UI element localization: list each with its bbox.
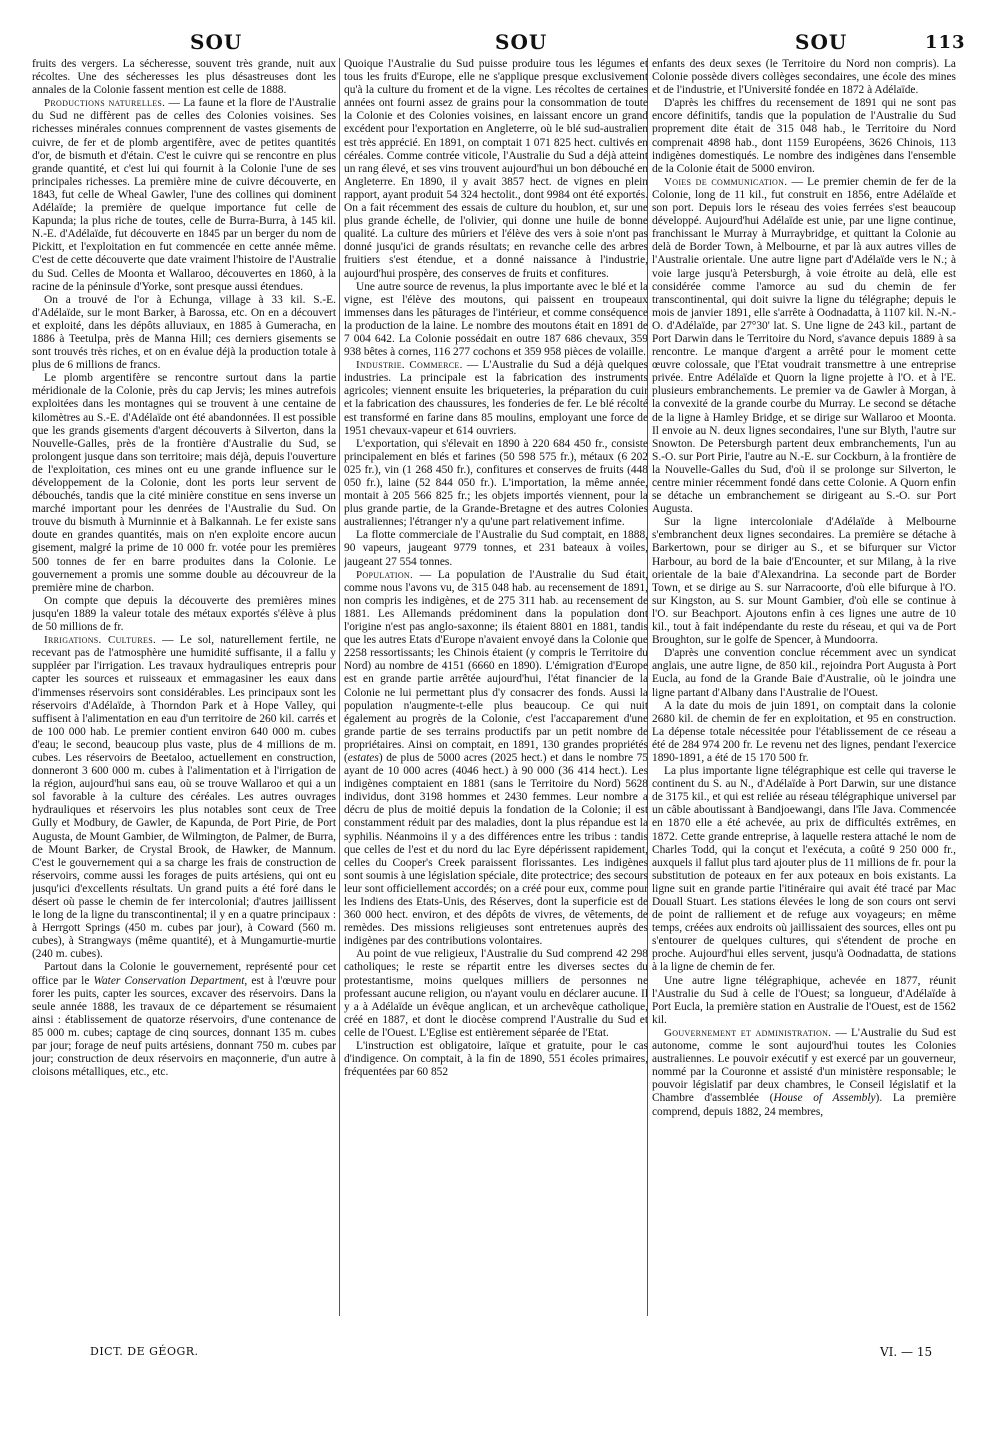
paragraph: Voies de communication. — Le premier chemin de fer de la Colonie, long de 11 kil., fut construit en 1856, entre Adélaïde et son port. Depuis lors le réseau des voies ferrées s'est beaucoup développé. Aujourd'hui Adélaïde est unie, par une ligne continue, franchissant le Murray à Murraybridge, et quittant la Colonie au delà de Border Town, à Melbourne, et par là aux autres villes de l'Australie orientale. Une autre ligne part d'Adélaïde vers le N.; à voie large jusqu'à Petersburgh, à voie étroite au delà, elle est considérée comme l'amorce au sud du chemin de fer transcontinental, qui doit suivre la ligne du télégraphe; depuis le mois de janvier 1891, elle s'arrête à Oodnadatta, à 1107 kil. N.-N.-O. d'Adélaïde, par 27°30' lat. S. Une ligne de 243 kil., partant de Port Darwin dans le Territoire du Nord, s'avance depuis 1889 à sa rencontre. Le manque d'argent a arrêté pour le moment cette œuvre colossale, que l'Etat voudrait transmettre à une entreprise privée. Entre Adélaïde et Quorn la ligne projette à l'O. et à l'E. plusieurs embranchements. Le premier va de Gawler à Morgan, à la convexité de la grande courbe du Murray. Le second se détache de la ligne à Hamley Bridge, et se dirige sur Wallaroo et Moonta. Il envoie au N. deux lignes secondaires, l'une sur Blyth, l'autre sur Snowton. De Petersburgh partent deux embranchements, l'un au S.-O. sur Port Pirie, l'autre au N.-E. sur Cockburn, à la frontière de la Nouvelle-Galles du Sud, d'où il se prolonge sur Silverton, le centre minier récemment fondé dans cette Colonie. A Quorn enfin se détache un embranchement se dirigeant au S.-O. sur Port Augusta. (652, 175, 956, 516)
paragraph: Population. — La population de l'Australie du Sud était, comme nous l'avons vu, de 315 048 hab. au recensement de 1891, non compris les indigènes, et de 275 311 hab. au recensement de 1881. Les Allemands prédominent dans la population dont l'origine n'est pas anglo-saxonne; ils étaient 8801 en 1881, tandis que les autres Etats d'Europe n'avaient envoyé dans la Colonie que 2258 ressortissants; les Chinois étaient (y compris le Territoire du Nord) au nombre de 4151 (6660 en 1890). L'émigration d'Europe est en grande partie arrêtée aujourd'hui, l'état financier de la Colonie ne lui permettant plus d'y consacrer des fonds. Aussi la population n'augmente-t-elle plus beaucoup. Ce qui nuit également au progrès de la Colonie, c'est l'accaparement d'une grande partie de ses terrains productifs par un petit nombre de propriétaires. Ainsi on comptait, en 1891, 130 grandes propriétés (estates) de plus de 5000 acres (2025 hect.) et dans le nombre 75 ayant de 10 000 acres (4046 hect.) à 90 000 (36 414 hect.). Les indigènes comptaient en 1881 (sans le Territoire du Nord) 5628 individus, dont 3198 hommes et 2430 femmes. Leur nombre a décru de plus de moitié depuis la fondation de la Colonie; il est constamment réduit par des maladies, dont la plus répandue est la syphilis. Néanmoins il y a des différences entre les tribus : tandis que celles de l'est et du nord du lac Eyre dépérissent rapidement, celles du Cooper's Creek paraissent florissantes. Les indigènes sont soumis à une législation spéciale, dite protectrice; des secours leur sont officiellement accordés; on a créé pour eux, comme pour les Indiens des Etats-Unis, des Réserves, dont la superficie est de 360 000 hect. environ, et des dépôts de vivres, de vêtements, de remèdes. Des missions religieuses sont entretenues auprès des indigènes par des contributions volontaires. (344, 568, 648, 948)
paragraph: Productions naturelles. — La faune et la flore de l'Australie du Sud ne diffèrent pas de celles des Colonies voisines. Ses richesses minérales connues comprennent de vastes gisements de cuivre, de fer et de plomb argentifère, avec de petites quantités d'or, de bismuth et d'étain. C'est le cuivre qui se rencontre en plus grande quantité, et c'est lui qui fournit à la Colonie l'une de ses principales richesses. La première mine de cuivre découverte, en 1843, fut celle de Wheal Gawler, l'une des collines qui dominent Adélaïde; la première de quelque importance fut celle de Kapunda; la plus riche de toutes, celle de Burra-Burra, à 145 kil. N.-E. d'Adélaïde, fut découverte en 1845 par un berger du nom de Pickitt, et l'exploitation en fut commencée en cette année même. C'est de cette découverte que date vraiment l'histoire de l'Australie du Sud. Celles de Moonta et Wallaroo, découvertes en 1860, à la racine de la péninsule d'Yorke, sont presque aussi étendues. (32, 97, 336, 293)
paragraph: Le plomb argentifère se rencontre surtout dans la partie méridionale de la Colonie, près du cap Jervis; les mines autrefois exploitées dans les montagnes qui se trouvent à une centaine de kilomètres au S.-E. d'Adélaïde ont été abandonnées. Il est possible que les grands gisements d'argent découverts à Silverton, dans la Nouvelle-Galles, près de la frontière d'Australie du Sud, se prolongent jusque dans son territoire; mais déjà, depuis l'ouverture de l'exploitation, ces mines ont eu une grande influence sur le développement de la Colonie, dont les ports leur servent de débouchés, tandis que la cité minière constitue en sens inverse un marché important pour les denrées de l'Australie du Sud. On trouve du bismuth à Murninnie et à Balkannah. Le fer existe sans doute en grandes quantités, mais on n'en exploite encore aucun gisement, malgré la prime de 10 000 fr. votée pour les premières 500 tonnes de fer en barre produites dans la Colonie. Le gouvernement a promis une somme double au découvreur de la première mine de charbon. (32, 372, 336, 594)
footer-volume-sheet: VI. — 15 (880, 1345, 933, 1359)
running-head-left: SOU (190, 30, 243, 54)
paragraph: fruits des vergers. La sécheresse, souvent très grande, nuit aux récoltes. Une des sécheresses les plus désastreuses dont les annales de la Colonie fassent mention est celle de 1888. (32, 58, 336, 97)
italic-term: House of Assembly (773, 1092, 876, 1105)
paragraph: Sur la ligne intercoloniale d'Adélaïde à Melbourne s'embranchent deux lignes secondaires. La première se détache à Barkertown, pour se diriger au S., et se bifurquer sur Victor Harbour, au bord de la baie d'Encounter, et sur Milang, à la rive orientale de la baie d'Alexandrina. La seconde part de Border Town, et se dirige au S. sur Narracoorte, d'où elle bifurque à l'O. sur Kingston, au S. sur Mount Gambier, d'où elle se continue à l'O. sur Beachport. Ajoutons enfin à ces lignes une autre de 10 kil., tout à fait indépendante du reste du réseau, et qui va de Port Broughton, sur le golfe de Spencer, à Mundoorra. (652, 516, 956, 647)
running-head-right: SOU (795, 30, 848, 54)
paragraph: Partout dans la Colonie le gouvernement, représenté pour cet office par le Water Conservation Department, est à l'œuvre pour forer les puits, capter les sources, excaver des réservoirs. Dans la seule année 1888, les travaux de ce département se résumaient ainsi : établissement de quatorze réservoirs, d'une contenance de 85 000 m. cubes; captage de cinq sources, donnant 135 m. cubes par jour; forage de neuf puits artésiens, donnant 750 m. cubes par jour; construction de deux réservoirs en maçonnerie, d'un autre à cloisons métalliques, etc., etc. (32, 961, 336, 1079)
paragraph: On compte que depuis la découverte des premières mines jusqu'en 1889 la valeur totale des métaux exportés s'élève à plus de 50 millions de fr. (32, 594, 336, 634)
running-head-center: SOU (495, 30, 548, 54)
footer-signature: DICT. DE GÉOGR. (90, 1345, 199, 1358)
paragraph: La flotte commerciale de l'Australie du Sud comptait, en 1888, 90 vapeurs, jaugeant 9779 tonnes, et 231 bateaux à voiles, jaugeant 27 554 tonnes. (344, 529, 648, 568)
paragraph: enfants des deux sexes (le Territoire du Nord non compris). La Colonie possède divers collèges secondaires, une école des mines et de l'industrie, et l'Université fondée en 1872 à Adélaïde. (652, 58, 956, 97)
section-heading: Voies de communication. (664, 175, 788, 188)
text-column-2 (344, 58, 648, 1316)
section-heading: Irrigations. Cultures. (44, 634, 156, 647)
paragraph: Gouvernement et administration. — L'Australie du Sud est autonome, comme le sont aujourd'hui toutes les Colonies australiennes. Le pouvoir exécutif y est exercé par un gouverneur, nommé par la Couronne et assisté d'un ministère responsable; le pouvoir législatif par deux chambres, le Conseil législatif et la Chambre d'assemblée (House of Assembly). La première comprend, depuis 1882, 24 membres, (652, 1026, 956, 1118)
paragraph: Une autre source de revenus, la plus importante avec le blé et la vigne, est l'élève des moutons, qui paissent en troupeaux immenses dans les pâturages de l'intérieur, et comme conséquence la production de la laine. Le nombre des moutons était en 1891 de 7 004 642. La Colonie possédait en outre 187 686 chevaux, 359 938 bêtes à cornes, 116 277 cochons et 359 958 pièces de volaille. (344, 280, 648, 359)
paragraph: On a trouvé de l'or à Echunga, village à 33 kil. S.-E. d'Adélaïde, sur le mont Barker, à Barossa, etc. On en a découvert et exploité, dans les dépôts alluviaux, en 1885 à Gumeracha, en 1886 à Teetulpa, près de Manna Hill; ces derniers gisements se sont trouvés très riches, et on en évalue déjà la production totale à plus de 6 millions de francs. (32, 293, 336, 372)
text-column-1 (32, 58, 336, 1316)
section-heading: Population. (356, 568, 414, 581)
paragraph: Irrigations. Cultures. — Le sol, naturellement fertile, ne recevant pas de l'atmosphère une humidité suffisante, il a fallu y suppléer par l'irrigation. Les travaux hydrauliques entrepris pour capter les sources et ruisseaux et emmagasiner les eaux dans d'immenses réservoirs sont considérables. Les principaux sont les réservoirs d'Adélaïde, à Thorndon Park et à Hope Valley, qui suffisent à l'alimentation en eau d'un territoire de 260 kil. carrés et de 100 000 hab. Le premier contient environ 640 000 m. cubes d'eau; le second, beaucoup plus vaste, plus de 4 millions de m. cubes. Les réservoirs de Beetaloo, actuellement en construction, donneront 3 600 000 m. cubes à l'alimentation et à l'irrigation de la région, aujourd'hui sans eau, où se trouve Wallaroo et qui a un sol favorable à la culture des céréales. Les autres ouvrages hydrauliques et réservoirs les plus notables sont ceux de Tree Gully et Modbury, de Gawler, de Kapunda, de Port Pirie, de Port Augusta, de Mount Gambier, de Wilmington, de Palmer, de Burra, de Mount Barker, de Crystal Brook, de Hawker, de Mannum. C'est le gouvernement qui a sa charge les frais de construction de réservoirs, comme aussi les forages de puits artésiens, qui ont eu jusqu'ici d'excellents résultats. Un grand puits a été foré dans le désert où passe le chemin de fer intercolonial; d'autres jaillissent le long de la ligne du transcontinental; il y en a quatre principaux : à Herrgott Springs (450 m. cubes par jour), à Coward (560 m. cubes), à Strangways (même quantité), et à Mungamurtie-murtie (240 m. cubes). (32, 634, 336, 961)
italic-term: Water Conservation Department (93, 974, 245, 987)
section-heading: Productions naturelles. (44, 97, 166, 110)
paragraph: Industrie. Commerce. — L'Australie du Sud a déjà quelques industries. La principale est la fabrication des instruments agricoles; viennent ensuite les briqueteries, la préparation du cuir et la fabrication des chaussures, les fonderies de fer. Le blé récolté est transformé en farine dans 85 moulins, employant une force de 1951 chevaux-vapeur et 614 ouvriers. (344, 359, 648, 437)
paragraph: D'après une convention conclue récemment avec un syndicat anglais, une autre ligne, de 850 kil., rejoindra Port Augusta à Port Eucla, au fond de la Grande Baie d'Australie, où le joindra une ligne partant d'Albany dans l'Australie de l'Ouest. (652, 647, 956, 699)
page-number: 113 (925, 32, 966, 53)
paragraph: Au point de vue religieux, l'Australie du Sud comprend 42 298 catholiques; le reste se répartit entre les diverses sectes du protestantisme, moins quelques milliers de personnes ne professant aucune religion, ou n'ayant voulu en déclarer aucune. Il y a à Adélaïde un évêque anglican, et un archevêque catholique, créé en 1887, et dont le diocèse comprend l'Australie du Sud et celle de l'Ouest. L'Eglise est entièrement séparée de l'Etat. (344, 948, 648, 1039)
paragraph: D'après les chiffres du recensement de 1891 qui ne sont pas encore définitifs, tandis que la population de l'Australie du Sud proprement dite était de 315 048 hab., le Territoire du Nord comprenait 4898 hab., dont 1159 Européens, 3626 Chinois, 113 indigènes domestiqués. Le nombre des indigènes dans l'ensemble de la Colonie était de 5000 environ. (652, 97, 956, 175)
paragraph: L'exportation, qui s'élevait en 1890 à 220 684 450 fr., consiste principalement en blés et farines (50 598 575 fr.), métaux (6 202 025 fr.), vin (1 268 450 fr.), confitures et conserves de fruits (448 050 fr.), laine (52 844 050 fr.). L'importation, la même année, montait à 205 566 825 fr.; les objets importés viennent, pour la plus grande partie, de la Grande-Bretagne et des autres Colonies australiennes; l'étranger n'y a qu'une part relativement infime. (344, 437, 648, 529)
paragraph: Quoique l'Australie du Sud puisse produire tous les légumes et tous les fruits d'Europe, elle ne s'applique presque exclusivement qu'à la culture du froment et de la vigne. Les récoltes de certaines années ont fourni assez de grains pour la consommation de toute la Colonie et des Colonies voisines, en laissant encore un grand excédent pour l'exportation en Angleterre, où le blé sud-australien est très apprécié. En 1891, on comptait 1 071 825 hect. cultivés en céréales. Comme contrée viticole, l'Australie du Sud a déjà atteint un rang élevé, et ses vins trouvent aujourd'hui un bon débouché en Angleterre. En 1890, il y avait 3857 hect. de vignes en plein rapport, ayant produit 54 324 hectolit., dont 9984 ont été exportés. On a fait récemment des essais de culture du houblon, et, sur une plus grande échelle, de l'olivier, qui donne une huile de bonne qualité. La culture des mûriers et l'élève des vers à soie n'ont pas donné jusqu'ici de grands résultats; en revanche celle des arbres fruitiers s'est étendue, et a donné naissance à l'industrie, aujourd'hui prospère, des conserves de fruits et confitures. (344, 58, 648, 280)
paragraph: L'instruction est obligatoire, laïque et gratuite, pour le cas d'indigence. On comptait, à la fin de 1890, 551 écoles primaires, fréquentées par 60 852 (344, 1040, 648, 1079)
text-column-3 (652, 58, 956, 1316)
paragraph: A la date du mois de juin 1891, on comptait dans la colonie 2680 kil. de chemin de fer en exploitation, et 95 en construction. La dépense totale nécessitée pour l'établissement de ce réseau a été de 284 974 200 fr. Le revenu net des lignes, pendant l'exercice 1890-1891, a été de 15 170 500 fr. (652, 699, 956, 764)
section-heading: Industrie. Commerce. (356, 359, 463, 372)
column-rule-1 (339, 58, 340, 1316)
paragraph: La plus importante ligne télégraphique est celle qui traverse le continent du S. au N., d'Adélaïde à Port Darwin, sur une distance de 3175 kil., et qui est reliée au réseau télégraphique universel par un câble aboutissant à Bandjoewangi, dans l'île Java. Commencée en 1870 elle a été achevée, au prix de difficultés extrêmes, en 1872. Cette grande entreprise, à laquelle restera attaché le nom de Charles Todd, qui la conçut et l'exécuta, a coûté 9 250 000 fr., auxquels il fallut plus tard ajouter plus de 11 millions de fr. pour la substitution de poteaux en fer aux poteaux en bois existants. La ligne suit en grande partie l'itinéraire qui avait été tracé par Mac Douall Stuart. Les stations élevées le long de son cours ont servi de point de ralliement et de refuge aux voyageurs; en même temps, créées aux endroits où jaillissaient des sources, elles ont pu s'entourer de quelques cultures, qui s'étendent de proche en proche. Aujourd'hui elles servent, jusqu'à Oodnadatta, de stations à la ligne de chemin de fer. (652, 765, 956, 974)
section-heading: Gouvernement et administration. (664, 1026, 832, 1039)
italic-term: estates (347, 751, 379, 764)
paragraph: Une autre ligne télégraphique, achevée en 1877, réunit l'Australie du Sud à celle de l'Ouest; sa longueur, d'Adélaïde à Port Eucla, la première station en Australie de l'Ouest, est de 1562 kil. (652, 974, 956, 1026)
